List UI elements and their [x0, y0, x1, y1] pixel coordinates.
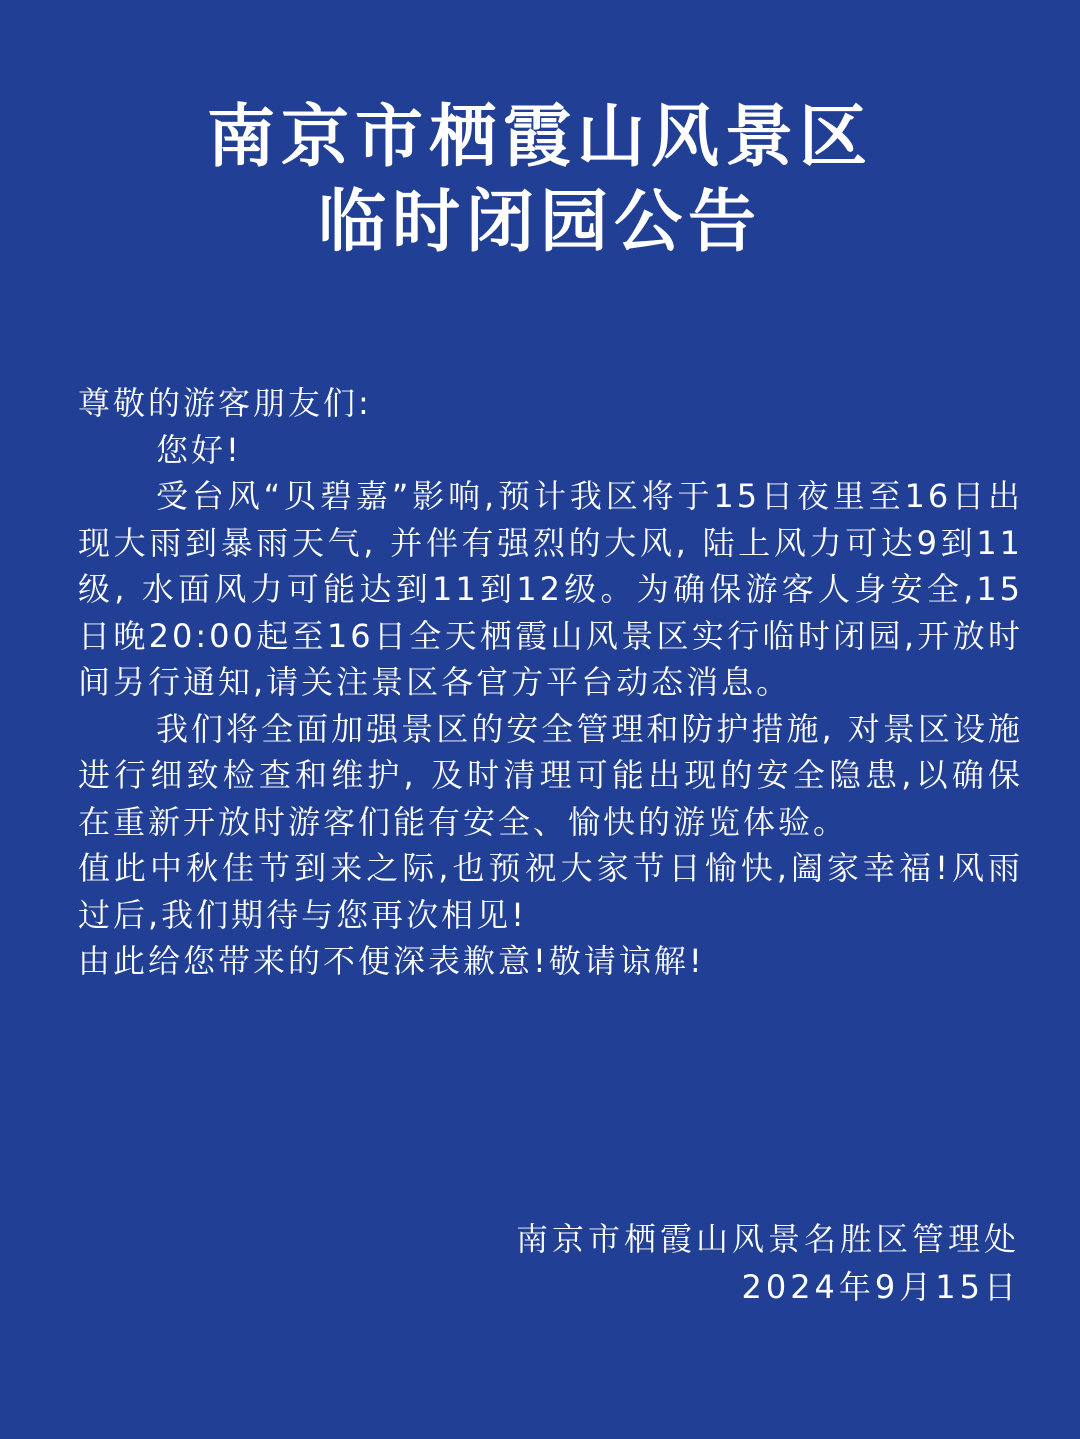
signature-block: [516, 1215, 1020, 1311]
signature-date: 2024年9月15日: [741, 1268, 1020, 1306]
paragraph-typhoon-closure: 受台风“贝碧嘉”影响,预计我区将于15日夜里至16日出现大雨到暴雨天气, 并伴有强烈的大风, 陆上风力可达9到11级, 水面风力可能达到11到12级。为确保游客人身安全,15日晚20:00起至16日全天栖霞山风景区实行临时闭园,开放时间另行通知,请关注景区各官方平台动态消息。: [78, 477, 1023, 701]
notice-title-line1: 南京市栖霞山风景区: [206, 98, 873, 177]
paragraph-apology: 由此给您带来的不便深表歉意!敬请谅解!: [78, 942, 705, 980]
notice-body: [78, 380, 1023, 985]
greeting: 您好!: [156, 430, 242, 469]
notice-title-line2: 临时闭园公告: [317, 183, 762, 262]
paragraph-festival-wishes: 值此中秋佳节到来之际,也预祝大家节日愉快,阖家幸福!风雨过后,我们期待与您再次相见!: [78, 849, 1023, 934]
salutation: 尊敬的游客朋友们:: [78, 384, 372, 422]
paragraph-safety-measures: 我们将全面加强景区的安全管理和防护措施, 对景区设施进行细致检查和维护, 及时清理可能出现的安全隐患,以确保在重新开放时游客们能有安全、愉快的游览体验。: [78, 709, 1023, 841]
signature-organization: 南京市栖霞山风景名胜区管理处: [515, 1220, 1020, 1258]
